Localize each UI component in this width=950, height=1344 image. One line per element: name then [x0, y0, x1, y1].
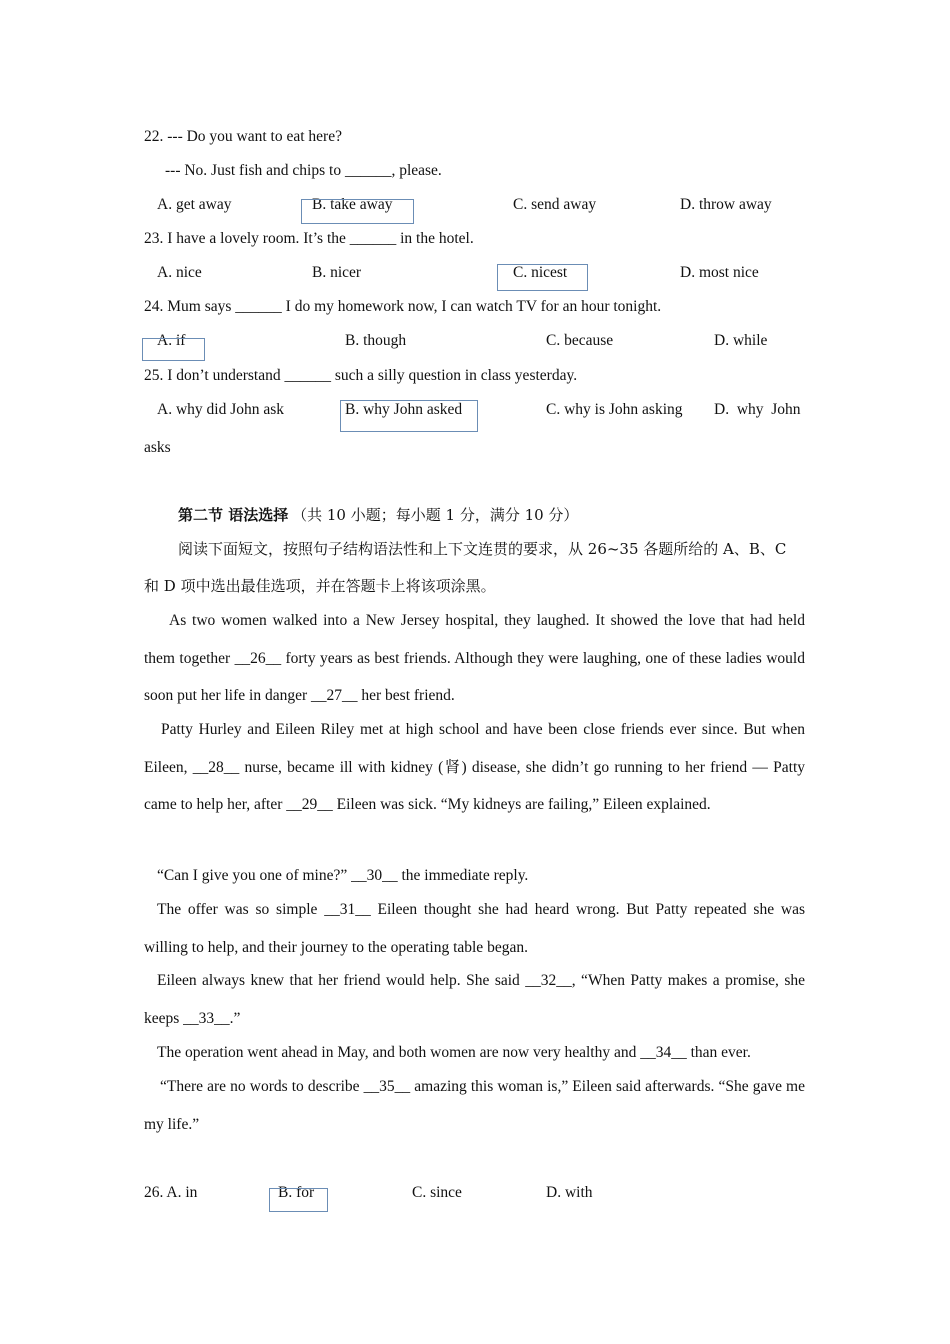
q23-option-d: D. most nice: [680, 264, 759, 281]
q25-option-d: D. why John: [714, 401, 801, 418]
q24-option-d: D. while: [714, 332, 768, 349]
q24-stem: 24. Mum says ______ I do my homework now, I can watch TV for an hour tonight.: [144, 298, 662, 315]
q22-line1: 22. --- Do you want to eat here?: [144, 128, 342, 145]
q22-line2: --- No. Just fish and chips to ______, please.: [165, 162, 442, 179]
q26-option-b: B. for: [278, 1184, 315, 1201]
q22-option-b: B. take away: [312, 196, 393, 213]
q25-option-b: B. why John asked: [345, 401, 463, 418]
q23-option-b: B. nicer: [312, 264, 362, 281]
q25-answer-box: [340, 400, 478, 432]
passage-paragraph-1: As two women walked into a New Jersey hospital, they laughed. It showed the love that had held them together __26__ forty years as best friends. Although they were laughing, one of these ladies would soon put her life in danger __27__ her best friend.: [144, 612, 805, 704]
q22-option-d: D. throw away: [680, 196, 772, 213]
q24-option-c: C. because: [546, 332, 614, 349]
section-subtitle: （共 10 小题；每小题 1 分，满分 10 分）: [292, 506, 579, 524]
q24-option-a: A. if: [157, 332, 186, 349]
q25-option-d-wrap: asks: [144, 439, 171, 456]
q26-answer-box: [269, 1188, 328, 1212]
passage-paragraph-2: Patty Hurley and Eileen Riley met at high school and have been close friends ever since. But when Eileen, __28__ nurse, became ill with kidney (肾) disease, she didn’t go running to her friend — Patty came to help her, after __29__ Eileen was sick. “My kidneys are failing,” Eileen explained.: [144, 721, 805, 813]
passage-paragraph-4: The offer was so simple __31__ Eileen thought she had heard wrong. But Patty repeated she was willing to help, and their journey to the operating table began.: [144, 901, 805, 956]
passage-paragraph-5: Eileen always knew that her friend would help. She said __32__, “When Patty makes a promise, she keeps __33__.”: [144, 972, 805, 1027]
q23-option-a: A. nice: [157, 264, 202, 281]
section-title: 第二节 语法选择: [178, 506, 289, 524]
section-heading: [178, 505, 578, 526]
section-instruction-2: 和 D 项中选出最佳选项，并在答题卡上将该项涂黑。: [144, 577, 496, 595]
q26-option-c: C. since: [412, 1184, 462, 1201]
q26-option-a: 26. A. in: [144, 1184, 198, 1201]
q24-answer-box: [142, 338, 205, 361]
passage-paragraph-3: “Can I give you one of mine?” __30__ the immediate reply.: [157, 867, 529, 884]
q22-option-a: A. get away: [157, 196, 232, 213]
q25-stem: 25. I don’t understand ______ such a silly question in class yesterday.: [144, 367, 578, 384]
q23-option-c: C. nicest: [513, 264, 568, 281]
q23-answer-box: [497, 264, 588, 291]
q25-option-a: A. why did John ask: [157, 401, 285, 418]
q22-answer-box: [301, 199, 414, 224]
section-instruction-1: 阅读下面短文，按照句子结构语法性和上下文连贯的要求，从 26~35 各题所给的 A、B、C: [178, 540, 787, 558]
q23-stem: 23. I have a lovely room. It’s the ______ in the hotel.: [144, 230, 474, 247]
passage-paragraph-7: “There are no words to describe __35__ amazing this woman is,” Eileen said afterwards. “She gave me my life.”: [144, 1078, 805, 1133]
passage-paragraph-6: The operation went ahead in May, and both women are now very healthy and __34__ than ever.: [157, 1044, 751, 1061]
q26-option-d: D. with: [546, 1184, 593, 1201]
q25-option-c: C. why is John asking: [546, 401, 683, 418]
q22-option-c: C. send away: [513, 196, 597, 213]
q24-option-b: B. though: [345, 332, 407, 349]
